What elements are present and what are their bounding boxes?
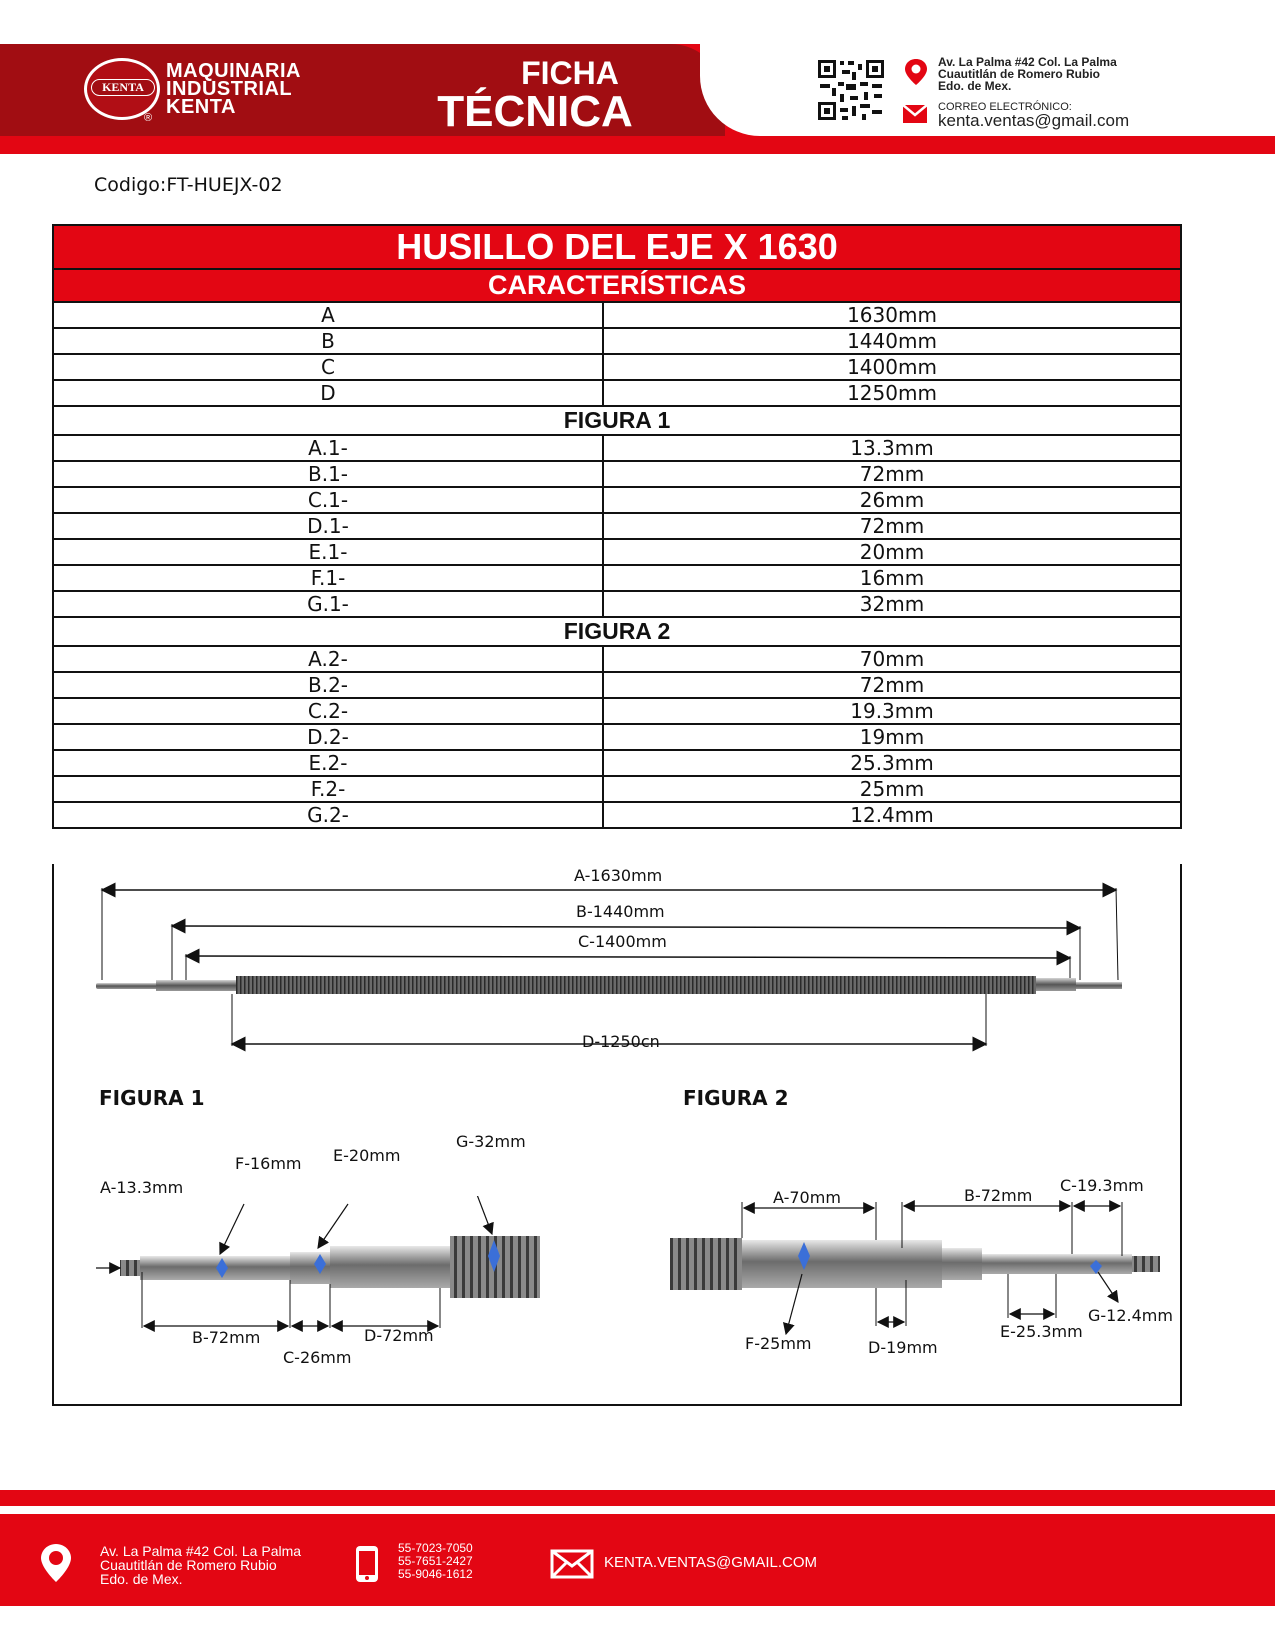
document-code: Codigo:FT-HUEJX-02 (94, 174, 283, 196)
table-row: C 1400mm (53, 354, 1181, 380)
fig1-dim-c: C-26mm (283, 1348, 352, 1367)
table-row: B 1440mm (53, 328, 1181, 354)
table-row: E.2- 25.3mm (53, 750, 1181, 776)
dim-a-overall: A-1630mm (574, 866, 663, 885)
fig2-dim-d: D-19mm (868, 1338, 938, 1357)
table-row: D.2- 19mm (53, 724, 1181, 750)
fig2-dim-b: B-72mm (964, 1186, 1033, 1205)
location-pin-icon (904, 58, 928, 86)
dim-b-overall: B-1440mm (576, 902, 665, 921)
figure1-heading: FIGURA 1 (53, 406, 1181, 435)
footer-envelope-icon (550, 1549, 594, 1579)
footer-email[interactable]: KENTA.VENTAS@GMAIL.COM (604, 1554, 818, 1571)
registered-mark: ® (144, 112, 153, 124)
dim-d-overall: D-1250cn (582, 1032, 660, 1051)
table-row: G.2- 12.4mm (53, 802, 1181, 828)
table-row: A.2- 70mm (53, 646, 1181, 672)
characteristics-table (52, 224, 1182, 829)
characteristics-heading: CARACTERÍSTICAS (53, 269, 1181, 302)
table-row: C.1- 26mm (53, 487, 1181, 513)
fig2-dim-c: C-19.3mm (1060, 1176, 1144, 1195)
fig2-dim-a: A-70mm (773, 1188, 841, 1207)
table-row: D 1250mm (53, 380, 1181, 406)
fig1-dim-d: D-72mm (364, 1326, 434, 1345)
document-type-title: FICHA TÉCNICA (437, 55, 633, 136)
footer-address: Av. La Palma #42 Col. La Palma Cuautitlán de Romero Rubio Edo. de Mex. (100, 1543, 302, 1587)
figure1-label: FIGURA 1 (99, 1086, 205, 1110)
footer-phones: 55-7023-7050 55-7651-2427 55-9046-1612 (398, 1541, 473, 1581)
table-row: F.2- 25mm (53, 776, 1181, 802)
figure2-label: FIGURA 2 (683, 1086, 789, 1110)
table-row: B.2- 72mm (53, 672, 1181, 698)
envelope-icon (902, 104, 928, 124)
fig1-dim-f: F-16mm (235, 1154, 302, 1173)
fig2-dim-f: F-25mm (745, 1334, 812, 1353)
phone-icon (354, 1544, 380, 1584)
product-title: HUSILLO DEL EJE X 1630 (53, 225, 1181, 269)
brand-name: MAQUINARIA INDUSTRIAL KENTA (166, 60, 301, 118)
fig2-dim-g: G-12.4mm (1088, 1306, 1173, 1325)
table-row: F.1- 16mm (53, 565, 1181, 591)
kenta-logo: KENTA (84, 58, 160, 120)
dim-c-overall: C-1400mm (578, 932, 667, 951)
qr-code-icon (816, 58, 886, 122)
table-row: C.2- 19.3mm (53, 698, 1181, 724)
figure2-heading: FIGURA 2 (53, 617, 1181, 646)
fig2-dim-e: E-25.3mm (1000, 1322, 1083, 1341)
fig1-dim-g: G-32mm (456, 1132, 526, 1151)
fig1-dim-e: E-20mm (333, 1146, 401, 1165)
email-label: CORREO ELECTRÓNICO: (938, 101, 1072, 113)
table-row: G.1- 32mm (53, 591, 1181, 617)
fig1-dim-a: A-13.3mm (100, 1178, 184, 1197)
table-row: E.1- 20mm (53, 539, 1181, 565)
table-row: A 1630mm (53, 302, 1181, 328)
table-row: D.1- 72mm (53, 513, 1181, 539)
figure1-drawing (94, 1196, 554, 1356)
header-email[interactable]: kenta.ventas@gmail.com (938, 111, 1130, 130)
table-row: B.1- 72mm (53, 461, 1181, 487)
header-address: Av. La Palma #42 Col. La Palma Cuautitlán de Romero Rubio Edo. de Mex. (938, 55, 1117, 93)
footer-location-pin-icon (38, 1542, 74, 1584)
footer-stripe (0, 1490, 1275, 1506)
table-row: A.1- 13.3mm (53, 435, 1181, 461)
fig1-dim-b: B-72mm (192, 1328, 261, 1347)
